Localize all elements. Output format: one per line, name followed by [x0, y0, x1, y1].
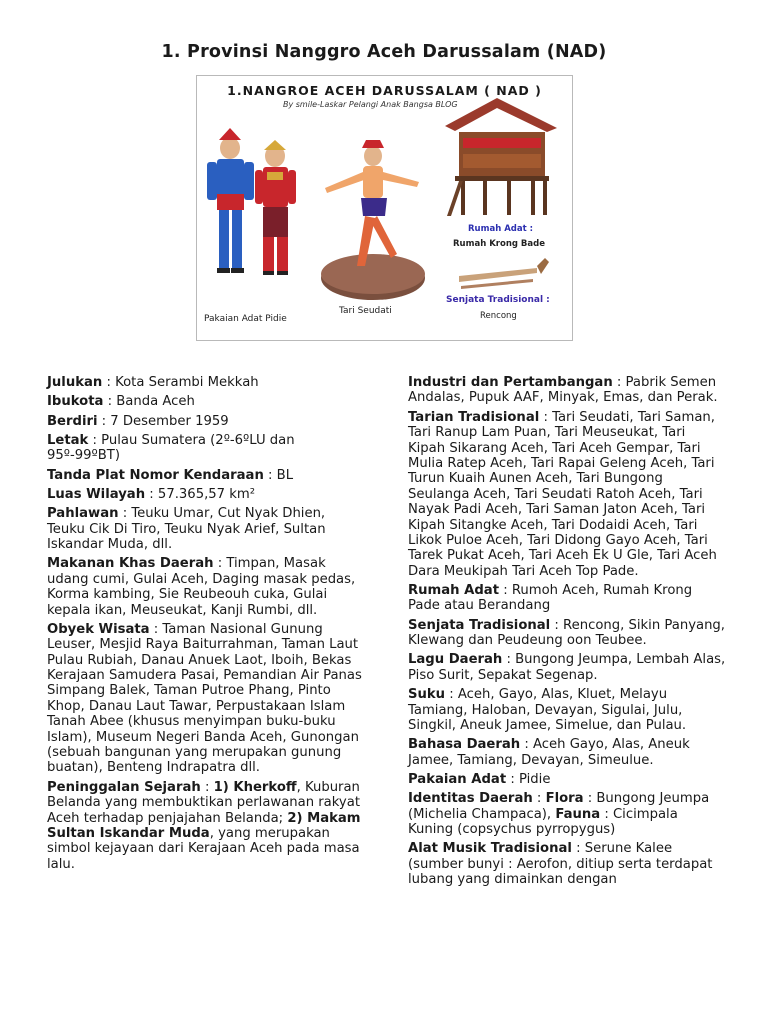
entry-label: Makanan Khas Daerah: [47, 556, 214, 572]
entry-value: : Taman Nasional Gunung Leuser, Mesjid Raya Baiturrahman, Taman Laut Pulau Rubiah, Danau Anuek Laot, Iboih, Bekas Kerajaan Samudera Pasai, Pemandian Air Panas Simpang Balek, Taman Putroe Phang, Pinto Khop, Danau Laut Tawar, Perpustakaan Islam Tanah Abee (khusus menyimpan buku-buku Islam), Museum Negeri Banda Aceh, Gunongan (sebuah bangunan yang merupakan gunung buatan), Benteng Indrapatra dll.: [47, 621, 362, 776]
entry-value: : Kota Serambi Mekkah: [102, 375, 259, 390]
entry-letak: [47, 433, 365, 464]
pakaian-caption: Pakaian Adat Pidie: [204, 314, 287, 324]
entry-label: Tarian Tradisional: [408, 409, 540, 425]
entry-suku: [408, 687, 726, 733]
rencong-weapon: [459, 258, 549, 289]
fauna-label: Fauna: [555, 806, 601, 822]
entry-value: : Timpan, Masak udang cumi, Gulai Aceh, Daging masak pedas, Korma kambing, Sie Reubeouh cuka, Gulai kepala ikan, Meuseukat, Kanji Rumbi, dll.: [47, 556, 356, 618]
entry-label: Senjata Tradisional: [408, 617, 551, 633]
entry-plat-nomor: [47, 468, 365, 483]
entry-luas-wilayah: [47, 487, 365, 502]
entry-value: : Tari Seudati, Tari Saman, Tari Ranup Lam Puan, Tari Meuseukat, Tari Kipah Sikarang Aceh, Tari Aceh Gempar, Tari Mulia Ratep Aceh, Tari Rapai Geleng Aceh, Tari Turun Kuaih Aunen Aceh, Tari Bungong Seulanga Aceh, Tari Seudati Ratoh Aceh, Tari Nayak Padi Aceh, Tari Saman Jaton Aceh, Tari Kipah Sitangke Aceh, Tari Dodaidi Aceh, Tari Likok Puloe Aceh, Tari Didong Gayo Aceh, Tari Tarek Pukat Aceh, Tari Aceh Ek U Gle, Tari Aceh Dara Meukipah Tari Aceh Top Pade.: [408, 409, 717, 579]
entry-value: : Pidie: [506, 771, 551, 787]
entry-lagu-daerah: [408, 652, 726, 683]
seudati-dancer: [321, 140, 425, 300]
entry-value: : Aceh Gayo, Alas, Aneuk Jamee, Tamiang, Devayan, Simeulue.: [408, 737, 690, 768]
left-column: [47, 375, 365, 876]
entry-value: : Teuku Umar, Cut Nyak Dhien, Teuku Cik Di Tiro, Teuku Nyak Arief, Sultan Iskandar Muda, dll.: [47, 506, 326, 552]
entry-label: Bahasa Daerah: [408, 737, 521, 753]
right-column: [408, 375, 726, 892]
entry-identitas-daerah: [408, 791, 726, 837]
entry-julukan: [47, 375, 365, 390]
entry-value: : BL: [263, 467, 294, 483]
province-poster-image: [196, 75, 573, 341]
entry-value: : Pulau Sumatera (2º-6ºLU dan 95º-99ºBT): [47, 432, 295, 464]
fauna-value: : Cicimpala Kuning (copsychus pyrropygus): [408, 806, 678, 838]
entry-label: Berdiri: [47, 413, 98, 429]
flora-value: : Bungong Jeumpa (Michelia Champaca),: [408, 791, 710, 822]
entry-label: Julukan: [47, 375, 103, 390]
flora-label: Flora: [545, 791, 584, 807]
entry-value: : Aceh, Gayo, Alas, Kluet, Melayu Tamiang, Haloban, Devayan, Sigulai, Julu, Singkil, Aneuk Jamee, Simelue, dan Pulau.: [408, 687, 687, 733]
peninggalan-item-2: 2) Makam Sultan Iskandar Muda: [47, 810, 361, 841]
male-costume-figure: [207, 128, 254, 273]
peninggalan-text-1: , Kuburan Belanda yang membuktikan perlawanan rakyat Aceh terhadap penjajahan Belanda;: [47, 779, 360, 826]
entry-value: : Rencong, Sikin Panyang, Klewang dan Peudeung oon Teubee.: [408, 617, 725, 649]
entry-tarian: [408, 410, 726, 579]
entry-label: Identitas Daerah: [408, 791, 533, 807]
entry-label: Letak: [47, 432, 89, 448]
entry-label: Alat Musik Tradisional: [408, 841, 572, 857]
entry-value: : Rumoh Aceh, Rumah Krong Pade atau Berandang: [408, 583, 693, 614]
entry-value: : 7 Desember 1959: [97, 413, 229, 429]
rumah-adat-label: Rumah Adat :: [468, 224, 534, 234]
entry-peninggalan-sejarah: [47, 780, 365, 872]
entry-label: Pakaian Adat: [408, 771, 507, 787]
entry-label: Tanda Plat Nomor Kendaraan: [47, 467, 264, 483]
tari-caption: Tari Seudati: [339, 306, 392, 316]
entry-label: Ibukota: [47, 394, 104, 410]
entry-rumah-adat: [408, 583, 726, 614]
entry-berdiri: [47, 414, 365, 429]
rumah-adat-name: Rumah Krong Bade: [453, 239, 545, 249]
entry-bahasa-daerah: [408, 737, 726, 768]
entry-label: Rumah Adat: [408, 583, 500, 599]
entry-separator: :: [532, 791, 546, 807]
entry-pahlawan: [47, 506, 365, 552]
senjata-label: Senjata Tradisional :: [446, 295, 550, 305]
entry-alat-musik: [408, 841, 726, 887]
peninggalan-text-2: , yang merupakan simbol kejayaan dari Kerajaan Aceh pada masa lalu.: [47, 825, 360, 872]
entry-label: Luas Wilayah: [47, 486, 146, 502]
entry-value: : Banda Aceh: [103, 394, 195, 410]
poster-heading: 1.NANGROE ACEH DARUSSALAM ( NAD ): [227, 83, 542, 98]
entry-value: : Bungong Jeumpa, Lembah Alas, Piso Surit, Sepakat Segenap.: [408, 652, 726, 683]
female-costume-figure: [255, 140, 296, 275]
peninggalan-item-1: 1) Kherkoff: [213, 779, 297, 795]
entry-obyek-wisata: [47, 622, 365, 776]
senjata-name: Rencong: [480, 311, 517, 321]
page-title: 1. Provinsi Nanggro Aceh Darussalam (NAD): [161, 42, 607, 62]
entry-senjata: [408, 618, 726, 649]
krong-bade-house: [445, 98, 557, 216]
entry-label: Industri dan Pertambangan: [408, 375, 613, 390]
entry-separator: :: [200, 779, 214, 795]
entry-label: Suku: [408, 687, 446, 703]
entry-value: : Serune Kalee (sumber bunyi : Aerofon, ditiup serta terdapat lubang yang dimainkan dengan: [408, 841, 713, 888]
entry-ibukota: [47, 394, 365, 409]
entry-label: Pahlawan: [47, 506, 119, 522]
entry-industri: [408, 375, 726, 406]
poster-credit: By smile-Laskar Pelangi Anak Bangsa BLOG: [283, 100, 458, 109]
entry-value: : Pabrik Semen Andalas, Pupuk AAF, Minyak, Emas, dan Perak.: [408, 375, 718, 406]
entry-label: Lagu Daerah: [408, 652, 503, 668]
entry-pakaian-adat: [408, 772, 726, 787]
entry-label: Obyek Wisata: [47, 621, 150, 637]
entry-value: : 57.365,57 km²: [145, 486, 256, 502]
entry-label: Peninggalan Sejarah: [47, 779, 201, 795]
entry-makanan-khas: [47, 556, 365, 618]
